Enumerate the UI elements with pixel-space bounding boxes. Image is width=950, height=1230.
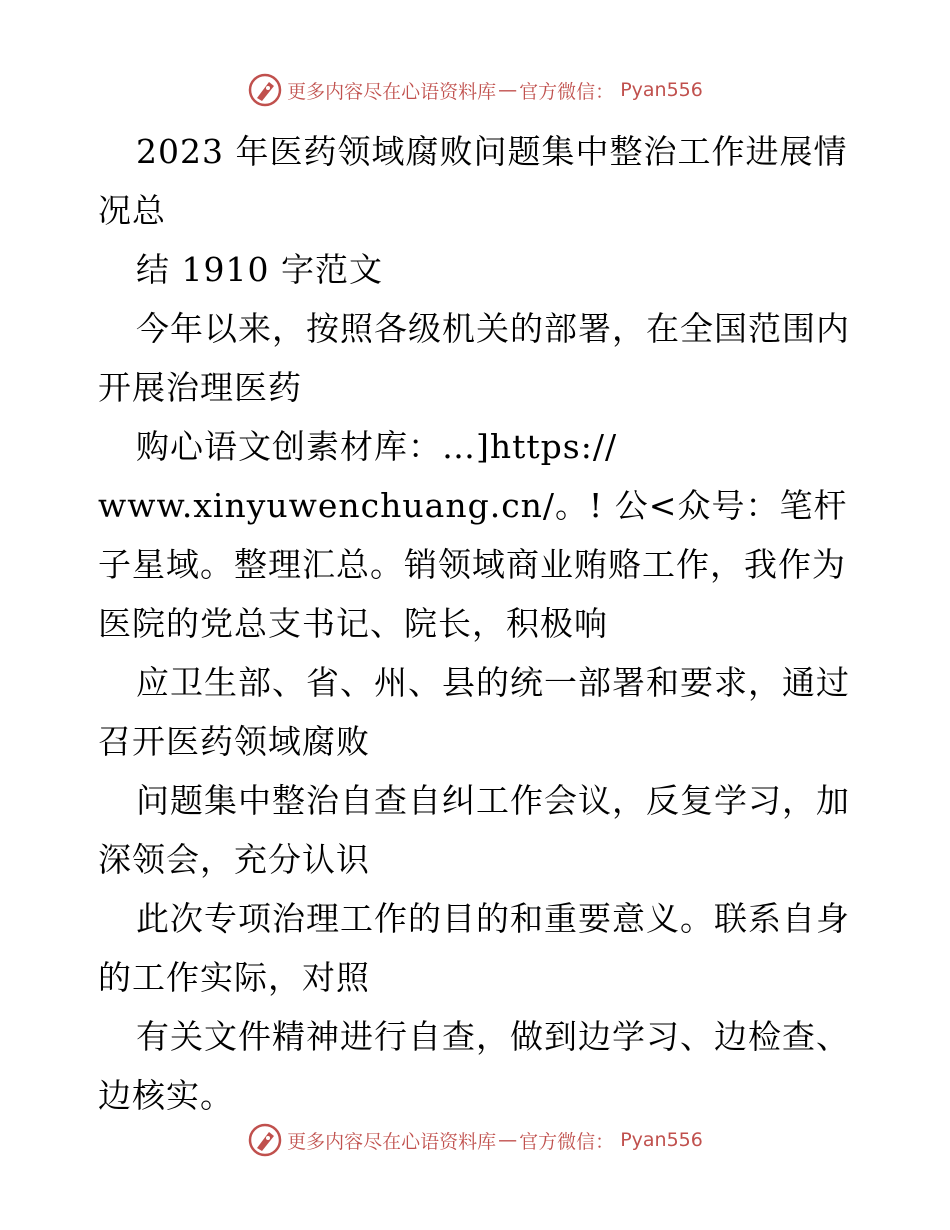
header-contact-label: 官方微信：: [519, 80, 615, 103]
paragraph: 此次专项治理工作的目的和重要意义。联系自身的工作实际，对照: [98, 899, 850, 997]
header-banner: [0, 70, 950, 110]
header-brand-text: 更多内容尽在心语资料库: [287, 80, 497, 103]
paragraph: 应卫生部、省、州、县的统一部署和要求，通过召开医药领域腐败: [98, 663, 850, 761]
paragraph: 有关文件精神进行自查，做到边学习、边检查、边核实。: [98, 1017, 850, 1115]
document-body: [98, 122, 858, 1125]
footer-contact-label: 官方微信：: [519, 1130, 615, 1153]
document-title-line-1: 2023 年医药领域腐败问题集中整治工作进展情况总: [98, 132, 848, 230]
footer-contact-id: Pyan556: [620, 1129, 703, 1151]
paragraph: 今年以来，按照各级机关的部署，在全国范围内开展治理医药: [98, 309, 850, 407]
paragraph-url-line: 购心语文创素材库：…]https://: [136, 427, 618, 466]
footer-separator: —: [498, 1129, 518, 1151]
header-separator: —: [498, 79, 518, 101]
footer-banner: [0, 1120, 950, 1160]
paragraph: 问题集中整治自查自纠工作会议，反复学习，加深领会，充分认识: [98, 781, 850, 879]
document-title-line-2: 结 1910 字范文: [136, 250, 383, 289]
pen-nib-logo-icon: [247, 1122, 283, 1158]
footer-brand-text: 更多内容尽在心语资料库: [287, 1130, 497, 1153]
paragraph: www.xinyuwenchuang.cn/。! 公<众号：笔杆子星域。整理汇总。销领域商业贿赂工作，我作为医院的党总支书记、院长，积极响: [98, 486, 848, 643]
header-contact-id: Pyan556: [620, 79, 703, 101]
pen-nib-logo-icon: [247, 72, 283, 108]
